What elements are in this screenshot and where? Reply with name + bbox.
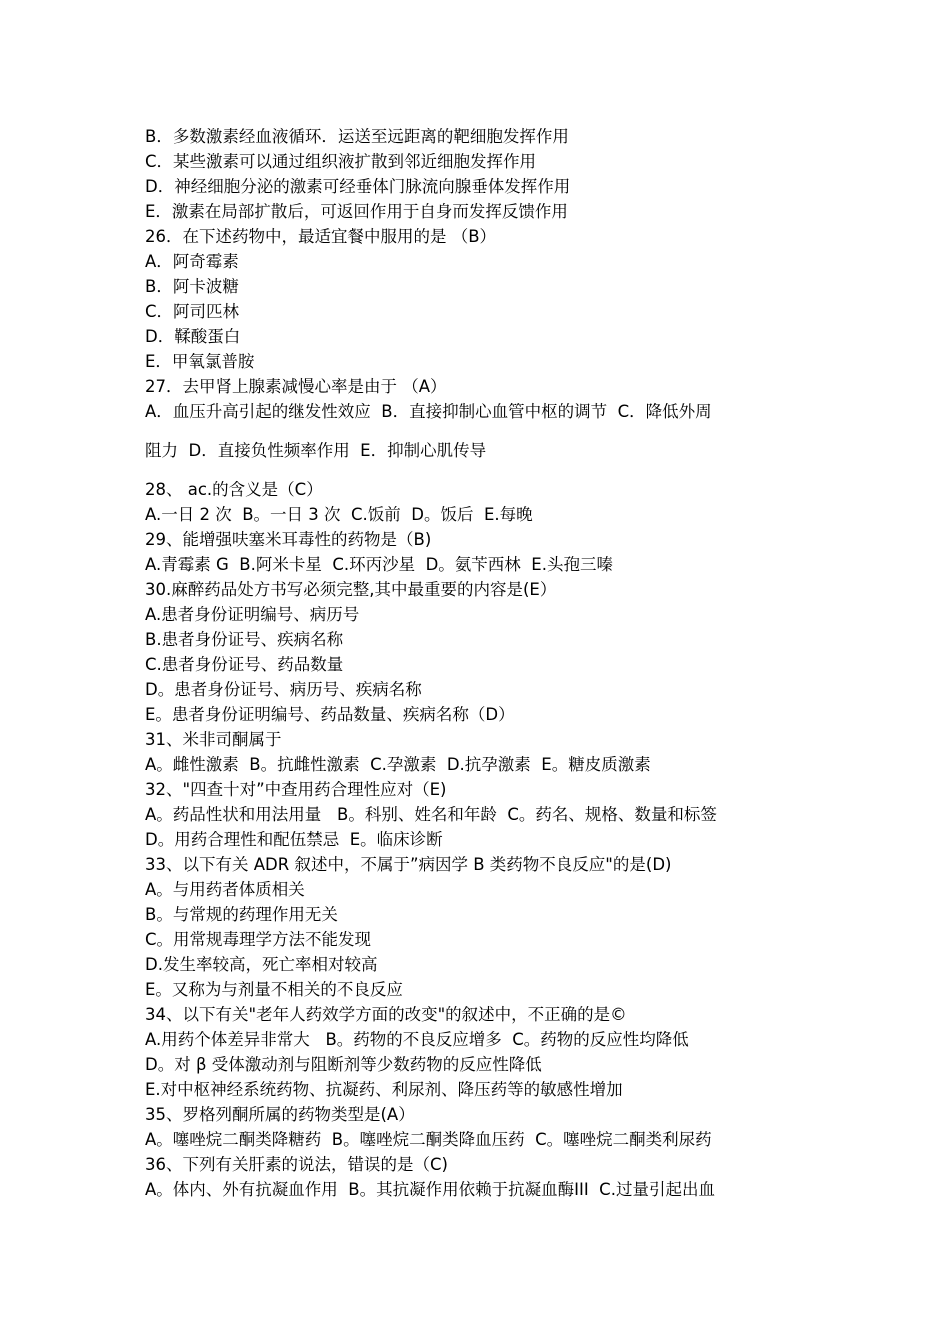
question-line: 26．在下述药物中，最适宜餐中服用的是 （B） [145,227,497,246]
text-line: B．多数激素经血液循环．运送至远距离的靶细胞发挥作用 [145,127,569,146]
question-line: 33、以下有关 ADR 叙述中，不属于”病因学 B 类药物不良反应"的是(D) [145,855,672,874]
text-line: A。与用药者体质相关 [145,880,305,899]
text-line: E。患者身份证明编号、药品数量、疾病名称（D） [145,705,515,724]
question-line: 32、"四查十对”中查用药合理性应对（E) [145,780,447,799]
text-line: C.患者身份证号、药品数量 [145,655,344,674]
text-line: A．血压升高引起的继发性效应 B．直接抑制心血管中枢的调节 C．降低外周 [145,402,712,421]
text-line: A。体内、外有抗凝血作用 B。其抗凝作用依赖于抗凝血酶III C.过量引起出血 [145,1180,715,1199]
text-line: E。又称为与剂量不相关的不良反应 [145,980,403,999]
text-line: D。对 β 受体激动剂与阻断剂等少数药物的反应性降低 [145,1055,542,1074]
text-line: D．鞣酸蛋白 [145,327,241,346]
text-line: A.患者身份证明编号、病历号 [145,605,360,624]
text-line: E.对中枢神经系统药物、抗凝药、利尿剂、降压药等的敏感性增加 [145,1080,623,1099]
text-line: D．神经细胞分泌的激素可经垂体门脉流向腺垂体发挥作用 [145,177,571,196]
text-line: B．阿卡波糖 [145,277,239,296]
text-line: C．某些激素可以通过组织液扩散到邻近细胞发挥作用 [145,152,537,171]
question-line: 28、 ac.的含义是（C） [145,480,323,499]
text-line: E．甲氧氯普胺 [145,352,255,371]
text-line: A．阿奇霉素 [145,252,239,271]
text-line: 阻力 D．直接负性频率作用 E．抑制心肌传导 [145,441,487,460]
text-line: D.发生率较高，死亡率相对较高 [145,955,378,974]
question-line: 30.麻醉药品处方书写必须完整,其中最重要的内容是(E） [145,580,557,599]
text-line: A。雌性激素 B。抗雌性激素 C.孕激素 D.抗孕激素 E。糖皮质激素 [145,755,651,774]
text-line: A.用药个体差异非常大 B。药物的不良反应增多 C。药物的反应性均降低 [145,1030,689,1049]
question-line: 31、米非司酮属于 [145,730,282,749]
question-line: 29、能增强呋塞米耳毒性的药物是（B) [145,530,432,549]
text-line: A。噻唑烷二酮类降糖药 B。噻唑烷二酮类降血压药 C。噻唑烷二酮类利尿药 [145,1130,712,1149]
question-line: 35、罗格列酮所属的药物类型是(A） [145,1105,415,1124]
text-line: B.患者身份证号、疾病名称 [145,630,344,649]
text-line: E．激素在局部扩散后，可返回作用于自身而发挥反馈作用 [145,202,568,221]
text-line: D。患者身份证号、病历号、疾病名称 [145,680,422,699]
question-line: 27．去甲肾上腺素减慢心率是由于 （A） [145,377,447,396]
text-line: A.青霉素 G B.阿米卡星 C.环丙沙星 D。氨苄西林 E.头孢三嗪 [145,555,613,574]
text-line: B。与常规的药理作用无关 [145,905,338,924]
document-page [145,124,825,1202]
text-line: C．阿司匹林 [145,302,240,321]
text-line: A。药品性状和用法用量 B。科别、姓名和年龄 C。药名、规格、数量和标签 [145,805,717,824]
text-line: A.一日 2 次 B。一日 3 次 C.饭前 D。饭后 E.每晚 [145,505,533,524]
text-line: C。用常规毒理学方法不能发现 [145,930,372,949]
question-line: 34、以下有关"老年人药效学方面的改变"的叙述中，不正确的是© [145,1005,627,1024]
question-line: 36、下列有关肝素的说法，错误的是（C) [145,1155,448,1174]
text-line: D。用药合理性和配伍禁忌 E。临床诊断 [145,830,443,849]
